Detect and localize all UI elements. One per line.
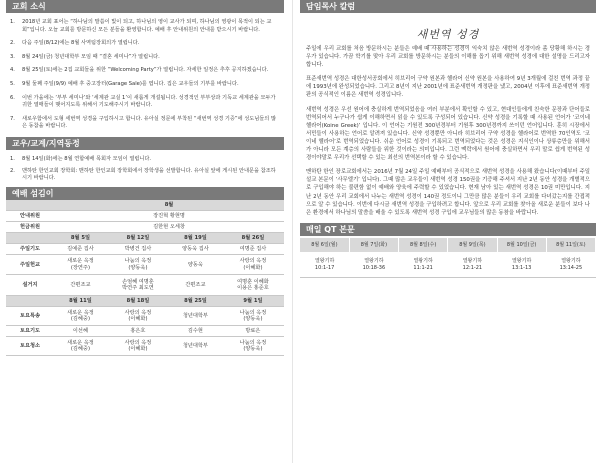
table-cell <box>169 307 222 326</box>
table-cell <box>54 275 107 296</box>
qt-ref: 12:1-21 <box>462 264 483 271</box>
item-text: 8월 24일(금) 청년대학부 모임 때 “결혼 세미나”가 열립니다. <box>22 53 160 60</box>
cell-line: 사랑의 옥정 <box>124 309 152 316</box>
item-text: 맨하탄 한인교회 장학회: 맨하탄 한인교회 장학회에서 장학생을 선발합니다. 유아실 앞에 게시된 안내문을 참조하시기 바랍니다. <box>22 167 276 182</box>
cell-line: (김혜중) <box>70 316 90 323</box>
list-item <box>10 19 280 34</box>
list-item <box>10 156 280 164</box>
cell-line: 사랑의 옥정 <box>239 258 267 265</box>
row-label: 안내위원 <box>6 211 54 222</box>
table-cell: 이선혜 <box>54 326 107 337</box>
qt-book: 열왕기하 <box>462 257 483 264</box>
table-cell <box>107 337 169 356</box>
table-cell <box>169 275 222 296</box>
table-cell: 김수현 <box>169 326 222 337</box>
table-row <box>6 275 284 296</box>
qt-passage <box>497 252 546 278</box>
item-text: 9월 둘째 주일(9/9) 예배 후 중고장터(Garage Sale)를 엽니다. 집은 교우들의 기부를 바랍니다. <box>22 80 239 87</box>
table-cell: 장진혁 황현명 <box>54 211 284 222</box>
row-label: 토요특송 <box>6 307 54 326</box>
cell-line: 나눔의 옥정 <box>239 309 267 316</box>
cell-line: 여명훈 이혜화 <box>237 278 269 285</box>
table-cell: 방료은 <box>222 326 284 337</box>
row-label: 주일헌교 <box>6 255 54 275</box>
qt-passage <box>349 252 398 278</box>
item-text: 이번 가을에는 ‘부부 세미나’와 ‘세계관 교실 1’이 새롭게 개설됩니다. 성경적인 부부상과 기독교 세계관을 모두가 귀한 열매들이 맺어지도록 위해서 기도해주시기 바랍니다. <box>22 94 276 109</box>
table-cell <box>107 275 169 296</box>
list-item <box>10 40 280 48</box>
qt-passage <box>448 252 497 278</box>
left-column <box>6 0 284 463</box>
qt-date: 8월 8일(수) <box>399 238 448 252</box>
table-row <box>6 296 284 307</box>
item-number: 1. <box>10 19 15 25</box>
cell-line: 새로운 옥정 <box>67 309 94 316</box>
date-cell: 8월 25일 <box>169 296 222 307</box>
cell-line: (이혜화) <box>128 346 148 353</box>
column-header: 담임목사 칼럼 <box>300 0 596 13</box>
item-number: 6. <box>10 94 15 101</box>
table-cell <box>6 296 54 307</box>
table-row <box>6 244 284 255</box>
table-row <box>6 326 284 337</box>
cell-line: (김혜중) <box>70 346 90 353</box>
cell-line: 청년대학부 <box>182 313 208 320</box>
list-item <box>10 116 280 131</box>
qt-book: 열왕기하 <box>561 257 581 264</box>
table-cell <box>169 255 222 275</box>
table-row <box>6 255 284 275</box>
cell-line: 간편조교 <box>185 282 206 289</box>
cell-line: 손엄혜 여명훈 <box>122 278 154 285</box>
groups-header: 교우/교계/지역동정 <box>6 137 284 150</box>
qt-book: 열왕기하 <box>364 257 384 264</box>
column-paragraph: 표준새번역 성경은 대한성서공회에서 히브리어 구약 원본과 헬라어 신약 원본을 사용하여 9년 3개월에 걸친 번역 과정 끝에 1993년에 완성되었습니다. 그리고 8년이 지난 2001년에 표준새번역 개정판을 냈고, 2004년 이후에 표준새번역 개정판의 공식적인 이름은 새번역 성경입니다. <box>306 76 590 99</box>
item-text: 8월 25일(토)에는 2집 교회들을 위한 “Welcoming Party”가 열립니다. 자세한 일정은 추후 공지하겠습니다. <box>22 67 269 74</box>
table-cell <box>6 200 54 211</box>
column-paragraph: 주일에 우리 교회를 처음 방문하시는 분들은 예배 때 사용하는 성경이 익숙치 않은 새번역 성경이라 좀 당황해 하시는 경우가 있습니다. 가끔 학기를 맞아 우리 교회를 방문하시는 분들의 이해를 돕기 위해 새번역 성경에 대한 설명을 드리고자 합니다. <box>306 46 590 69</box>
qt-table <box>300 238 596 279</box>
cell-line: 새로운 옥정 <box>67 258 94 265</box>
table-cell <box>54 307 107 326</box>
table-cell <box>222 275 284 296</box>
item-number: 3. <box>10 53 15 60</box>
date-cell: 8월 18일 <box>107 296 169 307</box>
list-item <box>10 54 280 62</box>
qt-book: 열왕기하 <box>511 257 532 264</box>
table-row <box>6 233 284 244</box>
cell-line: 새로운 옥정 <box>67 339 94 346</box>
month-label: 8월 <box>54 200 284 211</box>
table-cell: 여명준 집사 <box>222 244 284 255</box>
item-number: 2. <box>10 40 15 47</box>
qt-passage <box>300 252 349 278</box>
cell-line: (양동욱) <box>128 264 148 271</box>
table-row <box>300 238 596 252</box>
table-row <box>6 200 284 211</box>
news-header: 교회 소식 <box>6 0 284 13</box>
column-divider <box>292 0 293 463</box>
table-cell: 김예준 집사 <box>54 244 107 255</box>
column-title-block <box>300 23 596 45</box>
cell-line: 사랑의 옥정 <box>124 339 152 346</box>
table-cell: 양동욱 집사 <box>169 244 222 255</box>
item-text: 2018년 교회 표어는 “하나님의 말씀이 빛이 되고, 하나님의 영이 교사가 되며, 하나님의 영광이 목적이 되는 교회”입니다. 오늘 교회를 방문하신 모든 분들을 환영합니다. 예배 후 안내위원의 안내를 받으시기 바랍니다. <box>22 19 272 33</box>
table-cell <box>54 337 107 356</box>
qt-header: 매일 QT 본문 <box>300 223 596 236</box>
news-list <box>10 19 280 131</box>
item-number: 1. <box>10 155 15 162</box>
table-cell <box>54 255 107 275</box>
date-cell: 8월 12일 <box>107 233 169 244</box>
cell-line: 박연주 최도연 <box>122 285 154 292</box>
table-cell: 김한현 오세창 <box>54 222 284 233</box>
item-number: 2. <box>10 167 15 174</box>
cell-line: 간편조교 <box>70 282 91 289</box>
table-cell <box>169 337 222 356</box>
groups-list <box>10 156 280 183</box>
qt-date: 8월 10일(금) <box>497 238 546 252</box>
qt-book: 열왕기하 <box>413 257 433 264</box>
table-cell <box>107 307 169 326</box>
cell-line: (이혜화) <box>243 264 263 271</box>
qt-ref: 10:1-17 <box>314 264 335 271</box>
list-item <box>10 168 280 183</box>
qt-ref: 13:1-13 <box>511 264 532 271</box>
qt-passage <box>399 252 448 278</box>
item-number: 4. <box>10 67 15 74</box>
cell-line: 나눔의 옥정 <box>239 339 267 346</box>
table-row <box>6 337 284 356</box>
table-row <box>6 307 284 326</box>
qt-ref: 13:14-25 <box>559 264 583 271</box>
cell-line: (이혜화) <box>128 316 148 323</box>
cell-line: (양동욱) <box>243 346 263 353</box>
table-row <box>300 252 596 278</box>
list-item <box>10 67 280 75</box>
qt-ref: 11:1-21 <box>413 264 433 271</box>
qt-ref: 10:18-36 <box>362 264 386 271</box>
list-item <box>10 95 280 110</box>
row-label: 설거지 <box>6 275 54 296</box>
date-cell: 8월 26일 <box>222 233 284 244</box>
schedule-header: 예배 섬김이 <box>6 187 284 200</box>
column-paragraph: 맨하탄 한인 장로교회에서는 2016년 7월 24일 주일 예배부터 공식적으로 새번역 성경을 사용해 왔습니다(이때부터 주일 설교 본문이 ‘사무엘기’ 입니다). 그때 많은 교우들이 새번역 성경 150권을 기증해 주셔서 지난 2년 동안 성경을 개별적으로 구입해야 하는 불편함 없이 예배와 양육에 주력할 수 있었습니다. 현재 남아 있는 새번역 성경은 10권 미만입니다. 지난 2년 동안 우리 교회에서 나누는 새번역 성경이 140권 정도이니 그만큼 많은 분들이 우리 교회를 다녀갔는지를 간접적으로 알 수 있습니다. 이번에 다시금 새번역 성경을 구입하려고 합니다. 앞으로 우리 교회를 찾아올 새로운 분들이 보다 나은 환경에서 하나님의 말씀을 배울 수 있도록 새번역 성경 구입에 교우님들의 많은 동참을 바랍니다. <box>306 169 590 216</box>
table-cell <box>222 307 284 326</box>
cell-line: (장연주) <box>70 264 90 271</box>
qt-date: 8월 11일(토) <box>546 238 595 252</box>
cell-line: 양동욱 <box>187 261 203 268</box>
cell-line: (양동욱) <box>243 316 263 323</box>
date-cell: 8월 19일 <box>169 233 222 244</box>
list-item <box>10 81 280 89</box>
item-number: 5. <box>10 80 15 87</box>
cell-line: 나눔의 옥정 <box>124 258 152 265</box>
qt-date: 8월 6일(월) <box>300 238 349 252</box>
table-cell: 박병건 집사 <box>107 244 169 255</box>
qt-passage <box>546 252 595 278</box>
table-cell <box>222 337 284 356</box>
qt-book: 열왕기하 <box>314 257 335 264</box>
row-label: 헌금위원 <box>6 222 54 233</box>
column-paragraph: 새번역 성경은 우선 원어에 충실하게 번역되었음을 여러 부분에서 확인할 수 있고, 현대인들에게 친숙한 문장과 단어들로 번역되어서 누구나가 쉽게 이해하면서 읽을 수 있도록 구성되어 있습니다. 신약 성경을 기록할 때 사용된 언어가 ‘코이네 헬라어(Koine Greek)’ 입니다. 이 언어는 기원전 300년경부터 기원후 300년경까지 쓰이던 언어입니다. 훈히 시장에서 서민들이 사용하는 언어로 알려져 있습니다. 신약 성경뿐만 아니라 히브리어 구약 성경을 헬라어로 번역한 70인역도 ‘코이네 헬라어’로 번역되었습니다. 쉬운 언어로 성경이 기록되고 번역되었다는 것은 성경은 지식인이나 상류층만을 위해서가 아니라 모든 계층의 사람들을 위한 것이라는 의미입니다. 그런 맥락에서 원어에 충실하면서 우리 말로 쉽게 번역된 성경이야말로 우리가 선택할 수 있는 최선의 번역본이라 할 수 있습니다. <box>306 106 590 162</box>
column-title: 새번역 성경 <box>416 28 480 41</box>
date-cell: 8월 11일 <box>54 296 107 307</box>
table-cell <box>6 233 54 244</box>
date-cell: 8월 5일 <box>54 233 107 244</box>
cell-line: 청년대학부 <box>182 343 208 350</box>
row-label: 토요기도 <box>6 326 54 337</box>
table-cell <box>107 255 169 275</box>
right-column <box>300 0 596 463</box>
row-label: 토요청소 <box>6 337 54 356</box>
table-row <box>6 211 284 222</box>
item-text: 다음 주일(8/12)에는 8월 사역팀장회의가 열립니다. <box>22 40 140 47</box>
item-text: 8월 14일(화)에는 8월 연합예배 목회자 모임이 열립니다. <box>22 155 152 162</box>
item-text: 새로우함에서 도형 세번역 성경을 구입하시고 합니다. 유아실 정문에 부착된 “새번역 성경 기증”에 성도님들의 많은 동참을 바랍니다. <box>22 115 276 130</box>
table-row <box>6 222 284 233</box>
table-cell: 홍은호 <box>107 326 169 337</box>
cell-line: 이용은 홍준호 <box>237 285 269 292</box>
table-cell <box>222 255 284 275</box>
schedule-table <box>6 200 284 357</box>
qt-date: 8월 7일(화) <box>349 238 398 252</box>
item-number: 7. <box>10 115 15 122</box>
date-cell: 9월 1일 <box>222 296 284 307</box>
row-label: 주일기도 <box>6 244 54 255</box>
qt-date: 8월 9일(목) <box>448 238 497 252</box>
